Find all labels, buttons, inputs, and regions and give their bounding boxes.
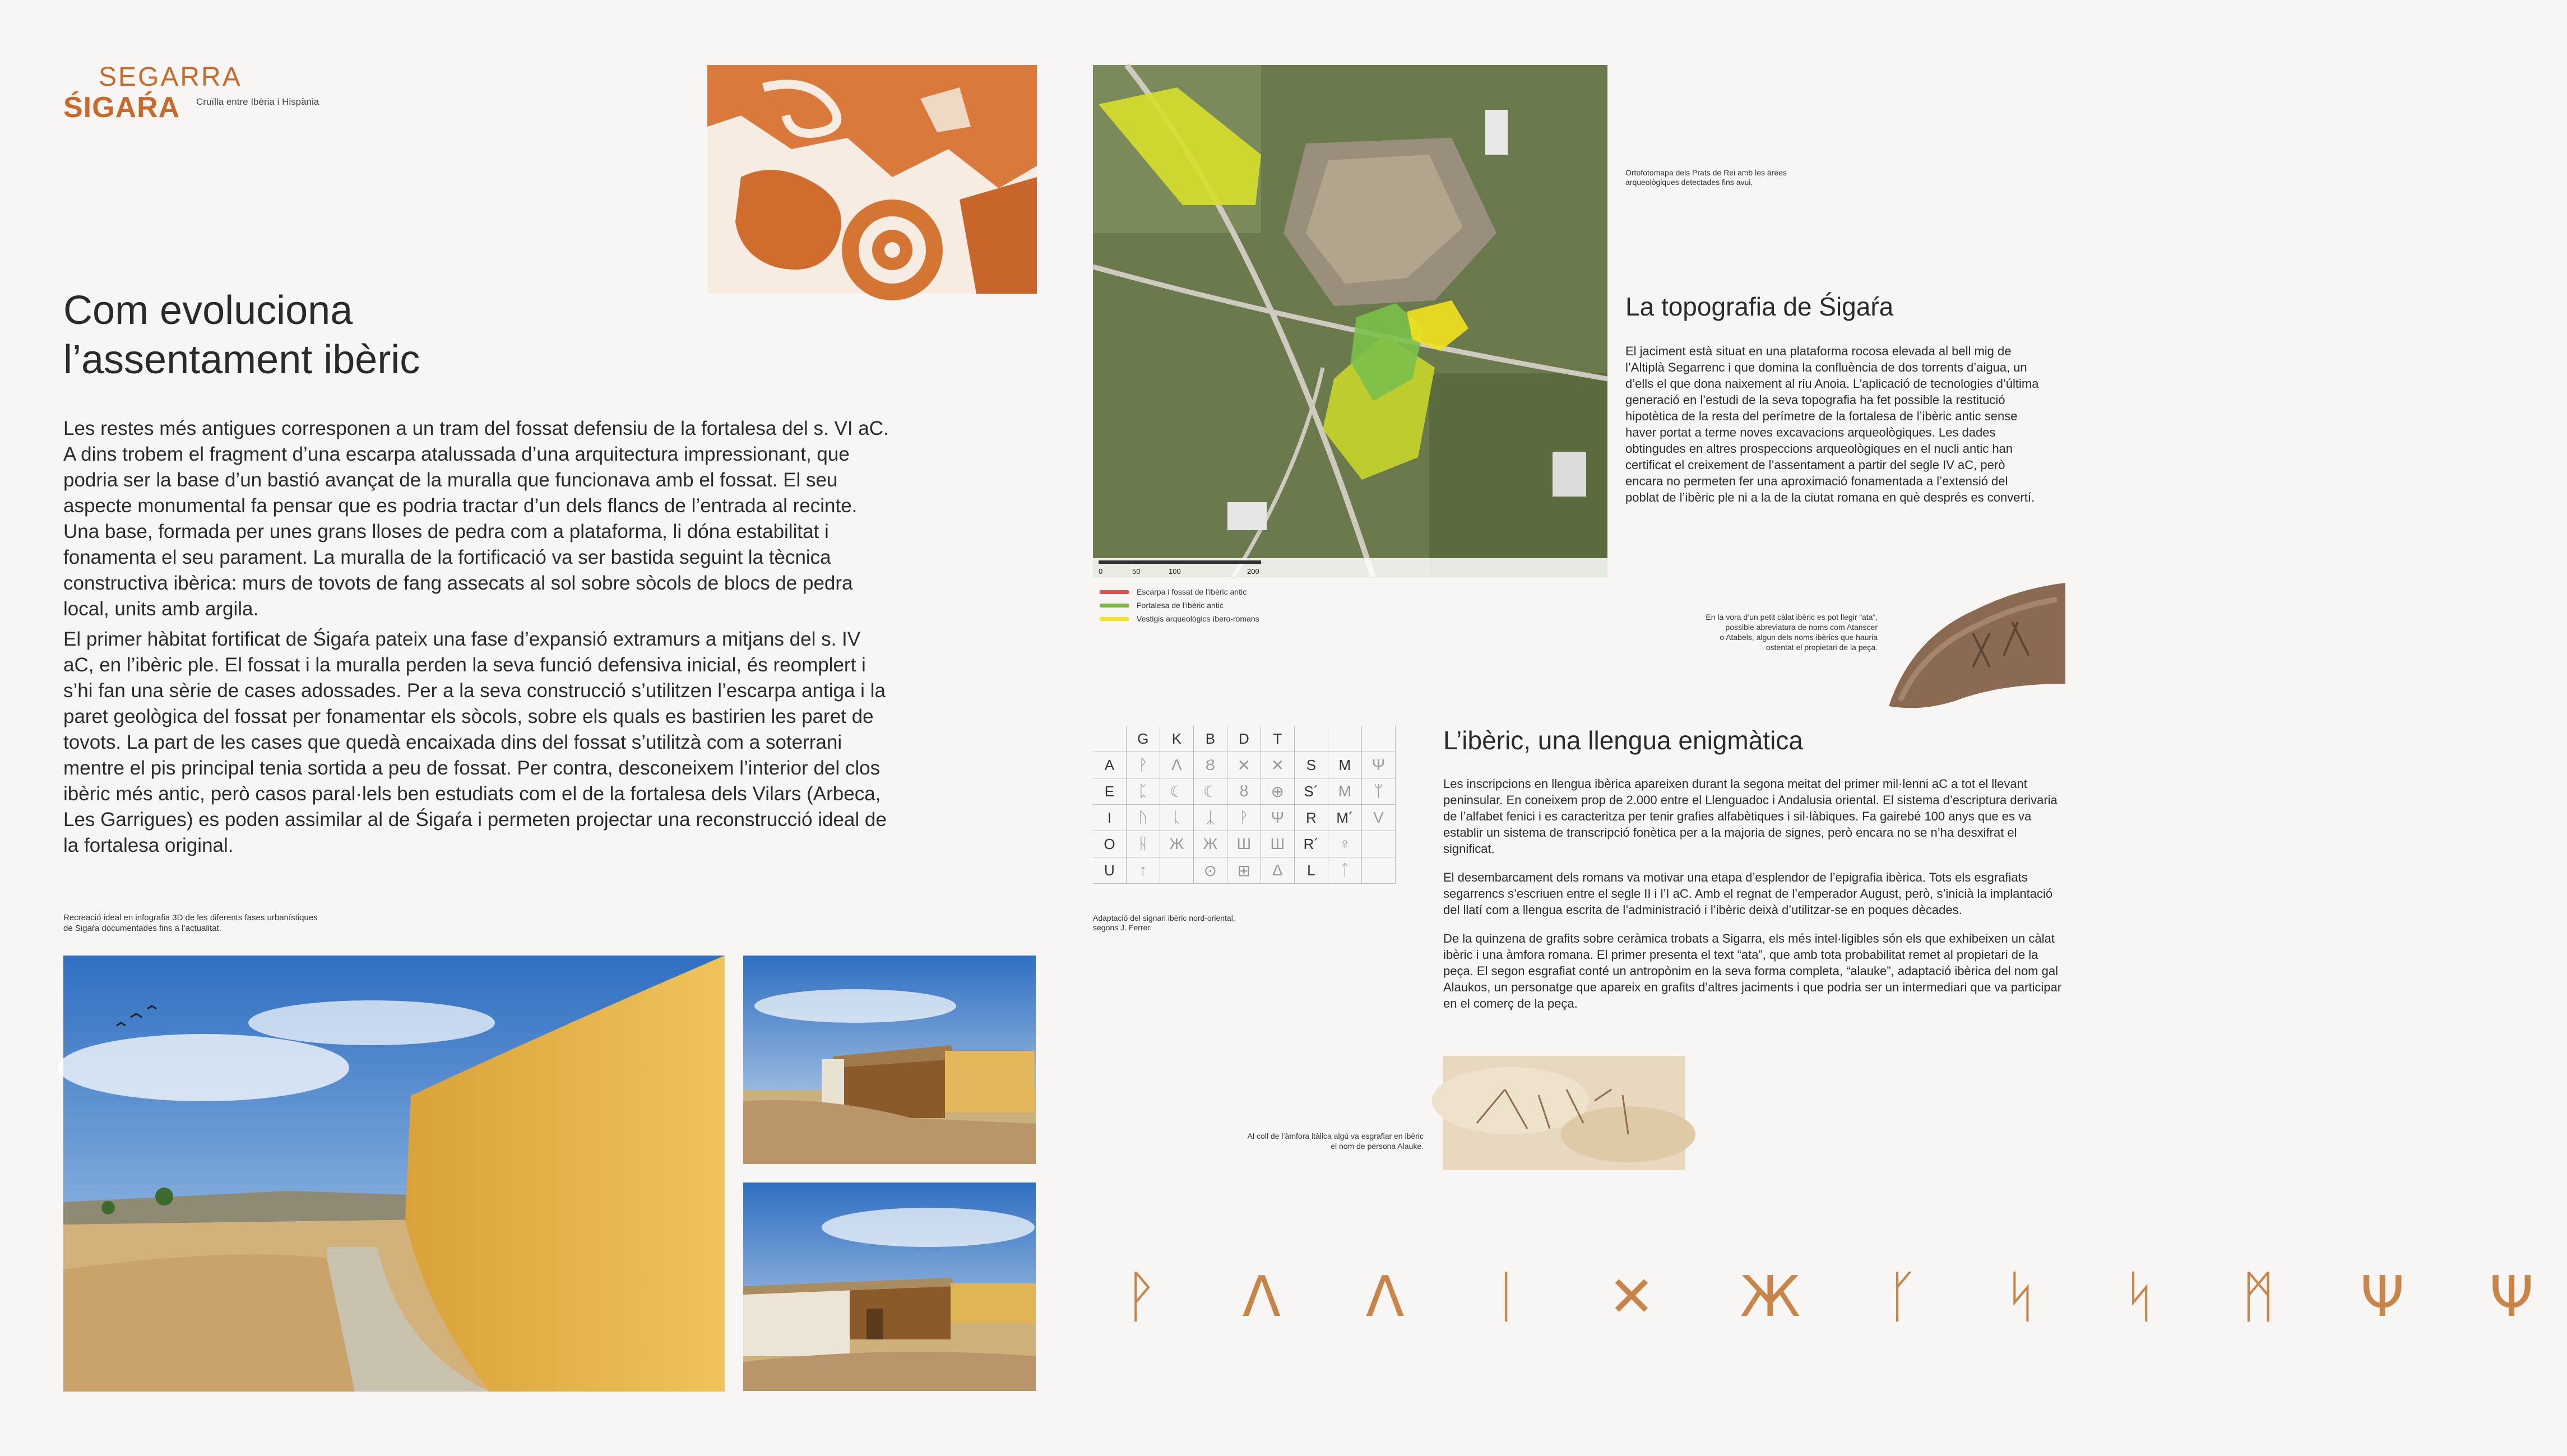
calat-caption-line-3: o Atabels, algun dels noms ibèrics que hauria bbox=[1720, 633, 1878, 642]
pottery-fragment-image bbox=[707, 65, 1037, 294]
paragraph-2: El primer hàbitat fortificat de Śigaŕa pateix una fase d’expansió extramurs a mitjans del s. IV aC, en l’ibèric ple. El fossat i la muralla perden la seva funció defensiva inicial, és reomplert i s’hi fan una sèrie de cases adossades. Per a la seva construcció s’utilitzen l’escarpa antiga i la paret geològica del fossat per fonamentar els sòcols, sobre els quals es bastirien les paret de tovots. La part de les cases que quedà encaixada dins del fossat s’utilitzà com a soterrani mentre el pis principal tenia sortida a peu de fossat. Per contra, desconeixem l’interior del clos ibèric més antic, però casos paral·lels ben estudiats com el de la fortalesa dels Vilars (Arbeca, Les Garrigues) es poden assimilar al de Śigaŕa i permeten projectar una reconstrucció ideal de la fortalesa original. bbox=[63, 628, 887, 856]
signary-cell: B bbox=[1193, 726, 1227, 752]
signary-caption bbox=[1093, 914, 1235, 933]
scale-label-0: 0 bbox=[1099, 567, 1103, 576]
signary-cell: Ш bbox=[1261, 831, 1294, 857]
signary-cell: U bbox=[1093, 857, 1126, 884]
signary-cell: K bbox=[1160, 726, 1193, 752]
iberian-glyph-banner: ᚹ ᐱ ᐱ ᛁ ✕ Ж ᚴ ᛋ ᛋ ᛗ Ψ Ψ bbox=[1124, 1264, 2567, 1329]
signary-cell: R´ bbox=[1294, 831, 1328, 857]
signary-cell: S´ bbox=[1294, 778, 1328, 805]
signary-row-a bbox=[1093, 752, 1396, 778]
signary-cell: T bbox=[1261, 726, 1294, 752]
topografia-text: El jaciment està situat en una plataforma rocosa elevada al bell mig de l’Altiplà Segarrenc i que domina la confluència de dos torrents d’aigua, un d’ells el que dona naixement al riu Anoia. L’aplicació de tecnologies d’última generació en l’estudi de la seva topografia ha fet possible la restitució hipotètica de la resta del perímetre de la fortalesa de l’ibèric antic sense haver portat a terme noves excavacions arqueològiques. Les dades obtingudes en altres prospeccions arqueològiques en el nucli antic han certificat el creixement de l’assentament a partir del segle IV aC, però encara no permeten fer una aproximació fonamentada a l’extensió del poblat de l’ibèric ple ni a la de la ciutat romana en què després es convertí. bbox=[1625, 344, 2039, 504]
signary-cell: V bbox=[1361, 805, 1395, 831]
signary-cell: ☾ bbox=[1193, 778, 1227, 805]
recreation-house-image-1 bbox=[743, 956, 1036, 1164]
recreation-caption-line-2: de Sigaŕa documentades fins a l’actualitat. bbox=[63, 924, 221, 933]
legend-swatch-red bbox=[1100, 590, 1129, 594]
legend-swatch-yellow bbox=[1100, 617, 1129, 621]
orthophoto-map-drawing bbox=[1093, 65, 1607, 577]
signary-caption-line-1: Adaptació del signari ibèric nord-oriental, bbox=[1093, 914, 1235, 922]
signary-cell: D bbox=[1227, 726, 1261, 752]
recreation-caption bbox=[63, 912, 318, 934]
signary-cell: E bbox=[1093, 778, 1126, 805]
signary-cell: ᚹ bbox=[1227, 805, 1261, 831]
signary-cell: Δ bbox=[1261, 857, 1294, 884]
brand-subtitle: Cruïlla entre Ibèria i Hispània bbox=[196, 96, 319, 107]
calat-caption-line-1: En la vora d’un petit càlat ibèric es pot llegir “ata”, bbox=[1706, 613, 1878, 622]
amphora-graffiti-drawing bbox=[1443, 1056, 1685, 1170]
legend-swatch-green bbox=[1100, 604, 1129, 608]
amphora-caption-line-2: el nom de persona Alauke. bbox=[1331, 1142, 1424, 1151]
signary-cell: ⊕ bbox=[1261, 778, 1294, 805]
signary-cell: ȣ bbox=[1227, 778, 1261, 805]
signary-row-u bbox=[1093, 857, 1396, 884]
section-title-topografia: La topografia de Śigaŕa bbox=[1625, 292, 1894, 321]
signary-cell bbox=[1361, 726, 1395, 752]
legend-label: Vestigis arqueològics íbero-romans bbox=[1137, 614, 1259, 623]
signary-cell: Ш bbox=[1227, 831, 1261, 857]
signary-cell: ↑ bbox=[1126, 857, 1160, 884]
title-line-2: l’assentament ibèric bbox=[63, 337, 420, 382]
signary-row-e bbox=[1093, 778, 1396, 805]
legend-label: Escarpa i fossat de l’ibèric antic bbox=[1137, 587, 1247, 596]
calat-caption-line-4: ostentat el propietari de la peça. bbox=[1766, 643, 1878, 652]
signary-cell: Λ bbox=[1160, 752, 1193, 778]
signary-cell: ♀ bbox=[1328, 831, 1361, 857]
page-title bbox=[63, 286, 792, 384]
legend-label: Fortalesa de l’ibèric antic bbox=[1137, 601, 1224, 610]
signary-cell: O bbox=[1093, 831, 1126, 857]
signary-cell: ᚢ bbox=[1126, 805, 1160, 831]
signary-cell: ᛏ bbox=[1328, 857, 1361, 884]
pottery-fragment-drawing bbox=[707, 65, 1037, 294]
signary-cell bbox=[1328, 726, 1361, 752]
recreation-caption-line-1: Recreació ideal en infografia 3D de les diferents fases urbanístiques bbox=[63, 913, 318, 922]
signary-cell: Ж bbox=[1160, 831, 1193, 857]
iberic-paragraph-1: Les inscripcions en llengua ibèrica apareixen durant la segona meitat del primer mil·lenni aC a tot el llevant peninsular. En coneixem prop de 2.000 entre el Llenguadoc i Andalusia oriental. El sistema d’escriptura derivaria de l’alfabet fenici i es caracteritza per tenir grafies alfabètiques i sil·làbiques. Fa gairebé 100 anys que es va establir un sistema de transcripció fonètica per a la majoria de signes, però encara no se n’ha desxifrat el significat. bbox=[1443, 777, 2058, 856]
title-line-1: Com evoluciona bbox=[63, 288, 353, 333]
signary-cell bbox=[1361, 857, 1395, 884]
signary-cell bbox=[1294, 726, 1328, 752]
paragraph-1: Les restes més antigues corresponen a un tram del fossat defensiu de la fortalesa del s. VI aC. A dins trobem el fragment d’una escarpa atalussada d’una arquitectura impressionant, que podria ser la base d’un bastió avançat de la muralla que funcionava amb el fossat. El seu aspecte monumental fa pensar que es podria tractar d’un dels flancs de l’entrada al recinte. Una base, formada per unes grans lloses de pedra com a plataforma, li dóna estabilitat i fonamenta el seu parament. La muralla de la fortificació va ser bastida seguint la tècnica constructiva ibèrica: murs de tovots de fang assecats al sol sobre sòcols de blocs de pedra local, units amb argila. bbox=[63, 418, 889, 620]
recreation-house-scene-1 bbox=[743, 956, 1036, 1164]
calat-fragment-image bbox=[1889, 572, 2065, 712]
signary-cell: I bbox=[1093, 805, 1126, 831]
iberic-paragraph-3: De la quinzena de grafits sobre ceràmica trobats a Sigarra, els més intel·ligibles són els que exhibeixen un càlat ibèric i una àmfora romana. El primer presenta el text “ata”, que amb tota probabilitat remet al propietari de la peça. El segon esgrafiat conté un antropònim en la seva forma completa, “alauke”, adaptació ibèrica del nom gal Alaukos, un personatge que apareix en grafits d’altres jaciments i que podria ser un intermediari que va participar en el comerç de la peça. bbox=[1443, 931, 2062, 1010]
iberic-text bbox=[1443, 776, 2063, 1024]
iberian-signary-table bbox=[1093, 726, 1396, 884]
signary-cell: Ψ bbox=[1261, 805, 1294, 831]
signary-cell bbox=[1093, 726, 1126, 752]
signary-cell: ✕ bbox=[1227, 752, 1261, 778]
signary-cell: Ψ bbox=[1361, 752, 1395, 778]
recreation-house-scene-2 bbox=[743, 1183, 1036, 1391]
iberic-paragraph-2: El desembarcament dels romans va motivar una etapa d’esplendor de l’epigrafia ibèrica. Tots els esgrafiats segarrencs s’escriuen entre el segle II i l’I aC. Amb el regnat de l’emperador August, però, s’inicià la implantació del llatí com a llengua escrita de l’administració i l’ibèric deixà d’utilitzar-se en poques dècades. bbox=[1443, 870, 2053, 917]
scale-label-200: 200 bbox=[1247, 567, 1259, 576]
brand-segarra: SEGARRA bbox=[99, 62, 242, 92]
calat-fragment-drawing bbox=[1889, 572, 2065, 712]
amphora-caption-line-1: Al coll de l’àmfora itàlica algú va esgrafiar en ibèric bbox=[1247, 1132, 1424, 1140]
section-title-iberic: L’ibèric, una llengua enigmàtica bbox=[1443, 726, 1803, 755]
signary-cell: ᛈ bbox=[1126, 778, 1160, 805]
signary-cell: ᛣ bbox=[1193, 805, 1227, 831]
signary-cell: ✕ bbox=[1261, 752, 1294, 778]
legend-item-escarpa bbox=[1100, 585, 1259, 599]
brand-sigara: ŚIGAŔA bbox=[63, 91, 180, 124]
signary-cell: ᛘ bbox=[1361, 778, 1395, 805]
signary-cell: M bbox=[1328, 778, 1361, 805]
orthophoto-map bbox=[1093, 65, 1607, 577]
calat-caption bbox=[1620, 612, 1878, 652]
signary-row-o bbox=[1093, 831, 1396, 857]
recreation-wall-image bbox=[63, 956, 725, 1392]
legend-item-vestigis bbox=[1100, 612, 1259, 625]
signary-cell bbox=[1361, 831, 1395, 857]
signary-cell: L bbox=[1294, 857, 1328, 884]
signary-cell: ☾ bbox=[1160, 778, 1193, 805]
signary-cell: M bbox=[1328, 752, 1361, 778]
signary-cell: R bbox=[1294, 805, 1328, 831]
signary-cell bbox=[1160, 857, 1193, 884]
signary-caption-line-2: segons J. Ferrer. bbox=[1093, 923, 1152, 932]
amphora-caption bbox=[1177, 1131, 1424, 1151]
signary-cell: G bbox=[1126, 726, 1160, 752]
scale-label-100: 100 bbox=[1169, 567, 1181, 576]
signary-cell: M´ bbox=[1328, 805, 1361, 831]
calat-caption-line-2: possible abreviatura de noms com Atanscer bbox=[1725, 623, 1878, 632]
signary-cell: ⊙ bbox=[1193, 857, 1227, 884]
signary-cell: ᚳ bbox=[1160, 805, 1193, 831]
signary-cell: Ȣ bbox=[1193, 752, 1227, 778]
signary-cell: ᚺ bbox=[1126, 831, 1160, 857]
signary-cell: A bbox=[1093, 752, 1126, 778]
orthophoto-caption bbox=[1625, 168, 1787, 187]
ortho-caption-line-2: arqueològiques detectades fins avui. bbox=[1625, 178, 1753, 187]
signary-row-i bbox=[1093, 805, 1396, 831]
legend-item-fortalesa bbox=[1100, 599, 1259, 612]
scale-label-50: 50 bbox=[1132, 567, 1141, 576]
recreation-wall-scene bbox=[63, 956, 725, 1392]
signary-cell: Ж bbox=[1193, 831, 1227, 857]
map-legend bbox=[1100, 585, 1259, 625]
signary-cell: ᚹ bbox=[1126, 752, 1160, 778]
recreation-house-image-2 bbox=[743, 1183, 1036, 1391]
signary-header-row bbox=[1093, 726, 1396, 752]
signary-cell: ⊞ bbox=[1227, 857, 1261, 884]
ortho-caption-line-1: Ortofotomapa dels Prats de Rei amb les àrees bbox=[1625, 168, 1787, 177]
amphora-graffiti-image bbox=[1443, 1056, 1685, 1170]
signary-cell: S bbox=[1294, 752, 1328, 778]
